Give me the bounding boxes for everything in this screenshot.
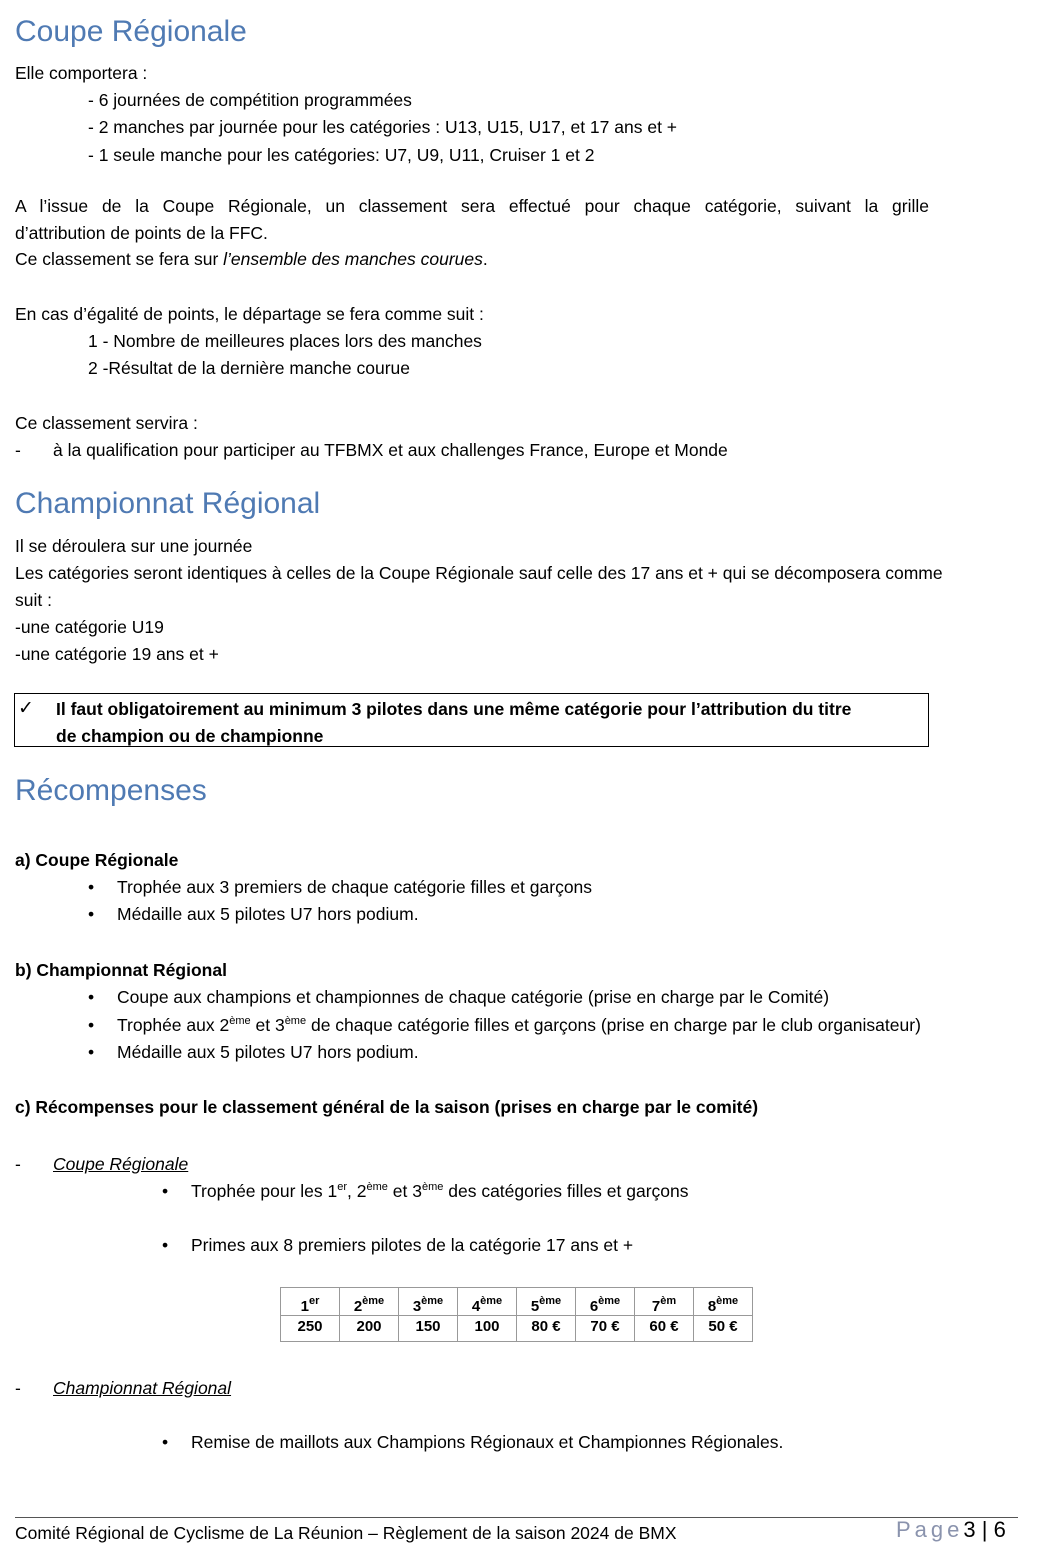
note-box [14,693,929,747]
prime-header-cell [340,1288,399,1316]
rank-number: 6 [589,1298,599,1315]
list-item [162,1429,783,1456]
prime-value-cell: 100 [458,1316,517,1342]
list-item-text: Médaille aux 5 pilotes U7 hors podium. [117,904,419,924]
prime-header-cell [635,1288,694,1316]
prime-header-cell [458,1288,517,1316]
superscript: ème [539,1295,562,1307]
superscript: er [337,1181,348,1193]
prime-value-cell: 250 [281,1316,340,1342]
prime-value-cell: 70 € [576,1316,635,1342]
list-item: - 2 manches par journée pour les catégories : U13, U15, U17, et 17 ans et + [88,117,678,137]
bullet-icon: • [88,877,95,897]
prime-value-cell: 150 [399,1316,458,1342]
bullet-icon: • [162,1235,169,1255]
paragraph-line: Il se déroulera sur une journée [15,536,253,556]
superscript: ème [421,1181,444,1193]
text-span: des catégories filles et garçons [443,1181,689,1201]
text-span: , 2 [347,1181,367,1201]
page-separator: | [981,1517,988,1542]
text-span: et 3 [387,1181,422,1201]
list-item: 1 - Nombre de meilleures places lors des manches [88,331,482,351]
rank-number: 7 [651,1298,661,1315]
superscript: ème [598,1295,621,1307]
prime-header-cell [576,1288,635,1316]
list-item-text: Primes aux 8 premiers pilotes de la catégorie 17 ans et + [191,1235,634,1255]
bullet-icon: • [88,1015,95,1035]
note-line: de champion ou de championne [56,726,324,746]
list-item-text [108,1015,921,1035]
heading-recompenses: Récompenses [15,774,207,807]
superscript: ème [366,1181,388,1193]
prime-value-cell: 80 € [517,1316,576,1342]
text-span: Trophée pour les 1 [191,1181,338,1201]
superscript: ème [480,1295,503,1307]
dash-marker: - [15,1378,21,1398]
italic-span: l’ensemble des manches courues [223,249,483,269]
page-total: 6 [993,1517,1006,1542]
prime-value-cell: 60 € [635,1316,694,1342]
prime-header-cell [517,1288,576,1316]
superscript: ème [421,1295,444,1307]
text-span: Ce classement se fera sur [15,249,224,269]
note-line: Il faut obligatoirement au minimum 3 pilotes dans une même catégorie pour l’attribution du titre [56,699,852,719]
prime-header-cell [399,1288,458,1316]
intro-text: Elle comportera : [15,63,148,83]
superscript: èm [660,1295,677,1307]
paragraph-line: -une catégorie U19 [15,617,164,637]
bullet-icon: • [162,1432,169,1452]
list-item-text: Coupe aux champions et championnes de chaque catégorie (prise en charge par le Comité) [117,987,830,1007]
list-item [162,1178,689,1205]
bullet-icon: • [88,987,95,1007]
list-item [162,1232,633,1259]
check-icon: ✓ [18,698,34,719]
list-item: 2 -Résultat de la dernière manche courue [88,358,410,378]
list-item-text: Trophée aux 3 premiers de chaque catégorie filles et garçons [117,877,593,897]
rank-number: 3 [412,1298,422,1315]
sublabel-championnat-regional: Championnat Régional [53,1378,232,1398]
list-item [88,874,592,901]
dash-marker: - [15,440,21,460]
list-item [88,901,419,928]
text-span: . [482,249,488,269]
superscript: ème [284,1015,307,1027]
bullet-icon: • [88,904,95,924]
rank-number: 2 [353,1298,363,1315]
paragraph-line: d’attribution de points de la FFC. [15,223,268,243]
list-item-text: Remise de maillots aux Champions Régionaux et Championnes Régionales. [191,1432,784,1452]
bullet-icon: • [162,1181,169,1201]
page-word: Page [896,1517,964,1542]
rank-number: 8 [707,1298,717,1315]
bullet-icon: • [88,1042,95,1062]
list-item-text [182,1181,689,1201]
subheading-b: b) Championnat Régional [15,960,227,980]
sublabel-coupe-regionale: Coupe Régionale [53,1154,189,1174]
page-current: 3 [963,1517,976,1542]
tie-intro: En cas d’égalité de points, le départage se fera comme suit : [15,304,484,324]
text-span: et 3 [250,1015,285,1035]
list-item: à la qualification pour participer au TFBMX et aux challenges France, Europe et Monde [53,440,728,460]
prime-value-cell: 50 € [694,1316,753,1342]
paragraph-line [15,246,488,273]
list-item: - 6 journées de compétition programmées [88,90,412,110]
subheading-c: c) Récompenses pour le classement général de la saison (prises en charge par le comité) [15,1097,759,1117]
text-span: Trophée aux 2 [117,1015,230,1035]
prime-value-cell: 200 [340,1316,399,1342]
superscript: ème [362,1295,385,1307]
subheading-a: a) Coupe Régionale [15,850,179,870]
serve-intro: Ce classement servira : [15,413,198,433]
rank-number: 4 [471,1298,481,1315]
footer-divider [15,1517,1018,1518]
list-item [88,1012,921,1039]
prime-header-row [281,1288,753,1316]
dash-marker: - [15,1154,21,1174]
prime-header-cell [694,1288,753,1316]
superscript: ème [229,1015,251,1027]
list-item: - 1 seule manche pour les catégories: U7, U9, U11, Cruiser 1 et 2 [88,145,595,165]
list-item-text: Médaille aux 5 pilotes U7 hors podium. [117,1042,419,1062]
paragraph-line: -une catégorie 19 ans et + [15,644,219,664]
paragraph-line: A l’issue de la Coupe Régionale, un classement sera effectué pour chaque catégorie, suivant la grille [15,196,929,216]
list-item [88,1039,419,1066]
rank-number: 1 [300,1298,309,1315]
rank-number: 5 [530,1298,540,1315]
prime-header-cell [281,1288,340,1316]
text-span: de chaque catégorie filles et garçons (prise en charge par le club organisateur) [306,1015,921,1035]
page-number [896,1516,1006,1543]
footer-text: Comité Régional de Cyclisme de La Réunion – Règlement de la saison 2024 de BMX [15,1523,677,1543]
paragraph-line: suit : [15,590,52,610]
list-item [88,984,829,1011]
prime-table [280,1287,753,1342]
heading-championnat-regional: Championnat Régional [15,487,321,520]
superscript: ème [716,1295,739,1307]
heading-coupe-regionale: Coupe Régionale [15,15,247,48]
prime-value-row [281,1316,753,1342]
superscript: er [308,1295,320,1307]
paragraph-line: Les catégories seront identiques à celles de la Coupe Régionale sauf celle des 17 ans et + qui se décomposera comme [15,563,943,583]
